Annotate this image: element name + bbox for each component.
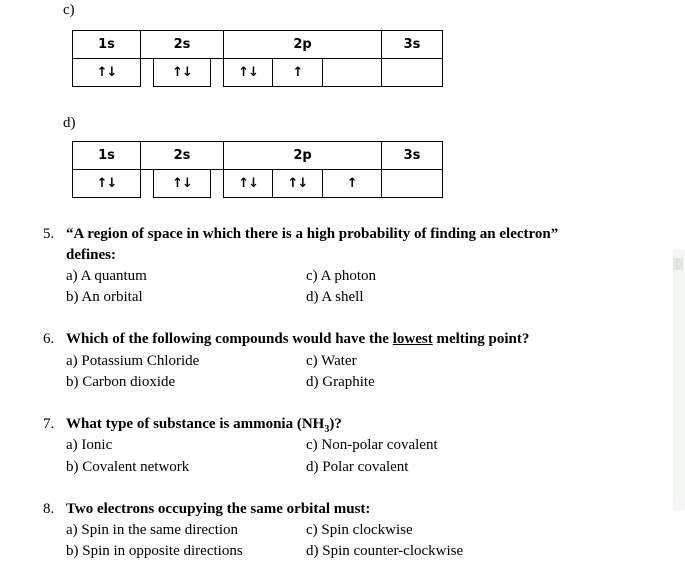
- header-2p: 2p: [224, 31, 382, 59]
- part-d-label: d): [63, 115, 76, 131]
- gap: [141, 59, 154, 87]
- box-2p-b: ↑↓: [273, 170, 322, 198]
- box-2p-c: ↑: [322, 170, 381, 198]
- emphasis-lowest: lowest: [392, 331, 433, 347]
- q7-option-a: a) Ionic: [66, 437, 113, 453]
- question-5-text-cont: defines:: [66, 247, 116, 263]
- q8-option-d: d) Spin counter-clockwise: [306, 543, 464, 559]
- q5-option-a: a) A quantum: [66, 268, 147, 284]
- panel-strip: [673, 250, 685, 510]
- q8-option-c: c) Spin clockwise: [306, 522, 413, 538]
- question-8-number: 8.: [43, 501, 55, 517]
- q6-option-c: c) Water: [306, 353, 357, 369]
- box-2s: ↑↓: [153, 170, 210, 198]
- q6-option-d: d) Graphite: [306, 374, 375, 390]
- header-2s: 2s: [141, 31, 224, 59]
- header-2p: 2p: [224, 142, 382, 170]
- header-1s: 1s: [73, 142, 141, 170]
- gap: [211, 170, 224, 198]
- question-5-number: 5.: [43, 226, 55, 242]
- q5-option-d: d) A shell: [306, 289, 364, 305]
- q5-option-c: c) A photon: [306, 268, 376, 284]
- part-c-label: c): [63, 2, 75, 18]
- box-2p-b: ↑: [273, 59, 322, 87]
- gap: [141, 170, 154, 198]
- panel-icon: [673, 258, 683, 270]
- box-1s: ↑↓: [73, 170, 141, 198]
- box-3s: [382, 170, 443, 198]
- header-3s: 3s: [382, 31, 443, 59]
- question-8-text: Two electrons occupying the same orbital must:: [66, 501, 371, 517]
- side-panel-edge: [665, 250, 685, 570]
- header-1s: 1s: [73, 31, 141, 59]
- header-2s: 2s: [141, 142, 224, 170]
- q6-option-a: a) Potassium Chloride: [66, 353, 200, 369]
- question-6-number: 6.: [43, 331, 55, 347]
- box-2s: ↑↓: [153, 59, 210, 87]
- q6-option-b: b) Carbon dioxide: [66, 374, 176, 390]
- q7-option-c: c) Non-polar covalent: [306, 437, 438, 453]
- q7-option-d: d) Polar covalent: [306, 459, 409, 475]
- gap: [211, 59, 224, 87]
- question-7-number: 7.: [43, 416, 55, 432]
- question-6-text: Which of the following compounds would have the lowest melting point?: [66, 331, 530, 347]
- box-2p-a: ↑↓: [224, 170, 273, 198]
- header-3s: 3s: [382, 142, 443, 170]
- orbital-diagram-d: [72, 141, 443, 198]
- box-2p-a: ↑↓: [224, 59, 273, 87]
- box-2p-c: [322, 59, 381, 87]
- q7-option-b: b) Covalent network: [66, 459, 190, 475]
- box-3s: [382, 59, 443, 87]
- q5-option-b: b) An orbital: [66, 289, 143, 305]
- q8-option-b: b) Spin in opposite directions: [66, 543, 243, 559]
- question-7-text: What type of substance is ammonia $(NH_3)$?: [66, 416, 342, 435]
- q8-option-a: a) Spin in the same direction: [66, 522, 239, 538]
- orbital-diagram-c: [72, 30, 443, 87]
- box-1s: ↑↓: [73, 59, 141, 87]
- question-5-text: “A region of space in which there is a high probability of finding an electron”: [66, 226, 559, 242]
